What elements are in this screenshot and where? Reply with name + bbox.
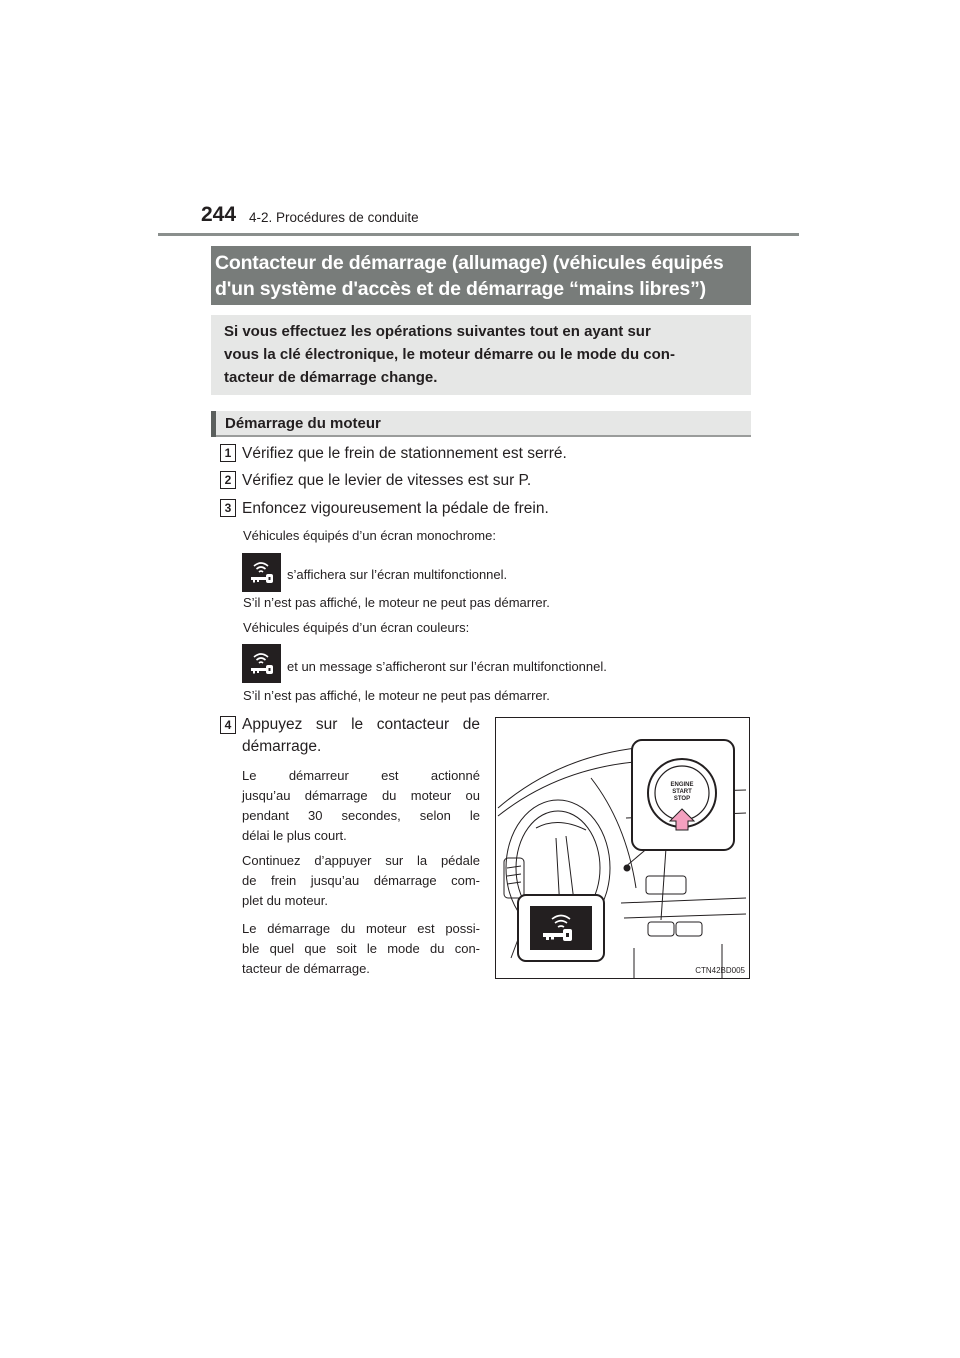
step-number-3: 3 bbox=[220, 499, 236, 517]
start-button-label-line: STOP bbox=[673, 796, 691, 802]
step4-note-line: Le démarreur est actionné bbox=[242, 768, 480, 783]
mono-display-label: Véhicules équipés d’un écran monochrome: bbox=[243, 528, 496, 543]
step4-note-line: délai le plus court. bbox=[242, 828, 347, 843]
page-number: 244 bbox=[201, 203, 237, 226]
dashboard-drawing bbox=[496, 718, 750, 979]
step4-note-line: jusqu’au démarrage du moteur ou bbox=[242, 788, 480, 803]
section-title-line-2: d'un système d'accès et de démarrage “mains libres”) bbox=[215, 278, 706, 300]
key-signal-icon bbox=[242, 553, 281, 592]
step4-note-line: de frein jusqu’au démarrage com- bbox=[242, 873, 480, 888]
key-signal-icon bbox=[242, 644, 281, 683]
color-display-label: Véhicules équipés d’un écran couleurs: bbox=[243, 620, 470, 635]
mono-icon-text: s’affichera sur l’écran multifonctionnel. bbox=[287, 567, 508, 582]
step-number-1: 1 bbox=[220, 444, 236, 462]
intro-line-3: tacteur de démarrage change. bbox=[224, 369, 438, 386]
header-rule bbox=[158, 233, 799, 236]
color-fail-text: S’il n’est pas affiché, le moteur ne peut pas démarrer. bbox=[243, 688, 550, 703]
step4-note-line: Le démarrage du moteur est possi- bbox=[242, 921, 480, 936]
start-button-label-line: START bbox=[672, 789, 692, 795]
subheading-text: Démarrage du moteur bbox=[225, 415, 381, 432]
figure-code: CTN42BD005 bbox=[695, 966, 745, 975]
subheading-bar bbox=[211, 411, 216, 437]
intro-line-2: vous la clé électronique, le moteur démarre ou le mode du con- bbox=[224, 346, 675, 363]
intro-box bbox=[211, 315, 751, 395]
mono-fail-text: S’il n’est pas affiché, le moteur ne peut pas démarrer. bbox=[243, 595, 550, 610]
section-reference: 4-2. Procédures de conduite bbox=[249, 210, 419, 225]
color-icon-text: et un message s’afficheront sur l’écran multifonctionnel. bbox=[287, 659, 607, 674]
step-text-4-line-2: démarrage. bbox=[242, 738, 322, 755]
step-number-2: 2 bbox=[220, 471, 236, 489]
step-text-4-line-1: Appuyez sur le contacteur de bbox=[242, 716, 480, 733]
step-number-4: 4 bbox=[220, 716, 236, 734]
subheading bbox=[211, 411, 751, 437]
step-text-1: Vérifiez que le frein de stationnement est serré. bbox=[242, 445, 567, 462]
start-button-label-line: ENGINE bbox=[670, 782, 694, 788]
section-title-line-1: Contacteur de démarrage (allumage) (véhicules équipés bbox=[215, 252, 724, 274]
step4-note-line: pendant 30 secondes, selon le bbox=[242, 808, 480, 823]
step4-note-line: tacteur de démarrage. bbox=[242, 961, 370, 976]
step-text-3: Enfoncez vigoureusement la pédale de frein. bbox=[242, 500, 549, 517]
step-text-2: Vérifiez que le levier de vitesses est sur P. bbox=[242, 472, 532, 489]
section-title-box bbox=[211, 246, 751, 305]
step4-note-line: Continuez d’appuyer sur la pédale bbox=[242, 853, 480, 868]
dashboard-illustration bbox=[495, 717, 750, 979]
intro-line-1: Si vous effectuez les opérations suivantes tout en ayant sur bbox=[224, 323, 651, 340]
step4-note-line: plet du moteur. bbox=[242, 893, 328, 908]
step4-note-line: ble quel que soit le mode du con- bbox=[242, 941, 480, 956]
start-button-label bbox=[652, 782, 712, 803]
